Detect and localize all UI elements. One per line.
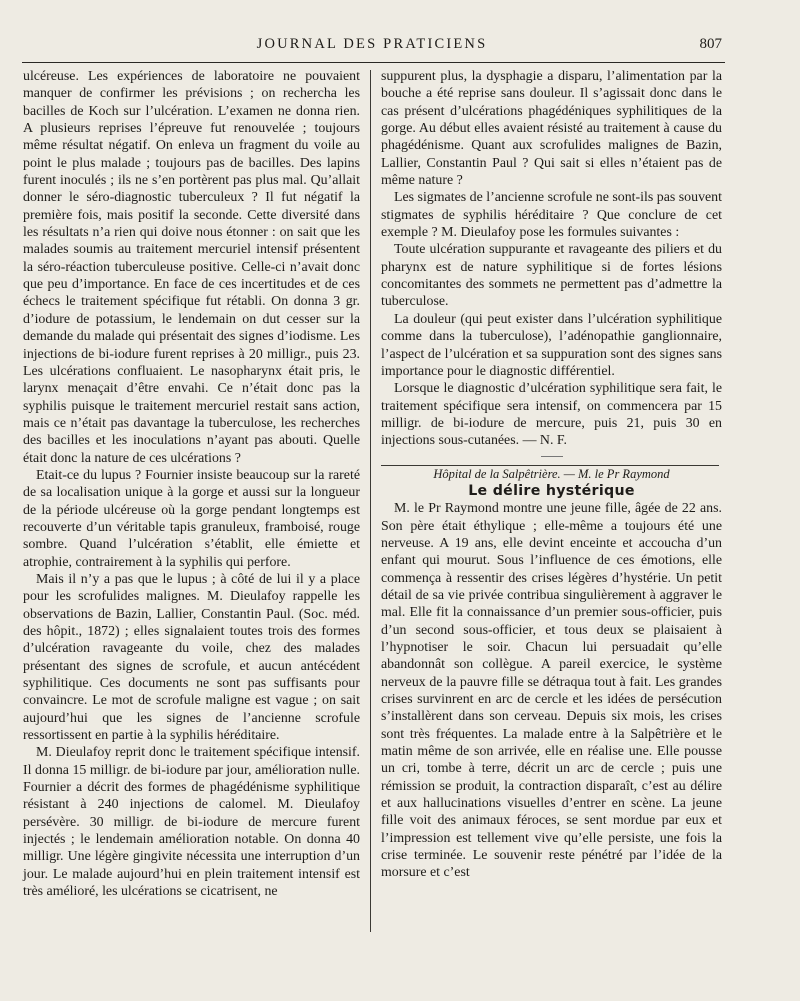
paragraph: suppurent plus, la dysphagie a disparu, l’alimentation par la bouche a été reprise sans douleur. Il s’agissait donc dans le cas présent d’ulcérations phagédéniques syphilitiques de la gorge. Au début elles avaient résisté au traitement à cause du phagédénisme. Quant aux scrofulides malignes de Bazin, Lallier, Constantin Paul ? Qui sait si elles n’étaient pas de même nature ? xyxy=(381,69,722,189)
left-column xyxy=(23,68,360,901)
column-divider xyxy=(370,70,371,932)
short-divider xyxy=(541,456,563,457)
paragraph: M. le Pr Raymond montre une jeune fille, âgée de 22 ans. Son père était éthylique ; elle-même a toujours été une nerveuse. A 19 ans, elle devint enceinte et accoucha d’un enfant qui mourut. Sous l’influence de ces émotions, elle commença à ressentir des crises légères d’hystérie. Un petit détail de sa vie privée contribua singulièrement à aggraver le mal. Elle fit la connaissance d’un premier sous-officier, puis d’un second sous-officier, et tous deux se plaisaient à l’hypnotiser le soir. Chacun lui persuadait qu’elle abandonnât son collègue. A pareil exercice, le système nerveux de la pauvre fille se détraqua tout à fait. Les grandes crises survinrent en arc de cercle et les idées de persécution s’installèrent dans son cerveau. Depuis six mois, les crises sont très fréquentes. La malade entre à la Salpêtrière et le matin même de son arrivée, elle en réalise une. Elle pousse un cri, tombe à terre, décrit un arc de cercle ; puis une rémission se produit, la contraction disparaît, c’est au délire et aux hallucinations visuelles d’entrer en scène. La jeune fille voit des animaux féroces, se sent mordue par eux et l’impression est tellement vive qu’elle persiste, une fois la crise terminée. Le souvenir reste pénétré par l’idée de la morsure et c’est xyxy=(381,501,722,881)
paragraph: Toute ulcération suppurante et ravageante des piliers et du pharynx est de nature syphilitique si de fortes lésions concomitantes des sommets ne permettent pas d’admettre la tuberculose. xyxy=(381,242,722,310)
running-header xyxy=(22,34,722,60)
page-number: 807 xyxy=(699,36,722,52)
journal-title: JOURNAL DES PRATICIENS xyxy=(256,36,488,52)
section-title: Le délire hystérique xyxy=(468,482,635,499)
right-column xyxy=(381,68,722,882)
venue-line: Hôpital de la Salpêtrière. — M. le Pr Raymond xyxy=(433,466,670,481)
paragraph: Etait-ce du lupus ? Fournier insiste beaucoup sur la rareté de sa localisation unique à la gorge et aussi sur la longueur de la période ulcéreuse où la gorge pendant longtemps est recouverte d’un véritable tapis granuleux, framboisé, rouge sombre. Quand l’ulcération s’établit, elle émiette et atrophie, contrairement à la syphilis qui perfore. xyxy=(23,467,360,570)
paragraph: Mais il n’y a pas que le lupus ; à côté de lui il y a place pour les scrofulides malignes. M. Dieulafoy rappelle les observations de Bazin, Lallier, Constantin Paul. (Soc. méd. des hôpit., 1872) ; elles signalaient toutes trois des formes d’ulcération ravageante du voile, chez des malades présentant des signes de scrofule, et aucun antécédent syphilitique. Ces documents ne sont pas suffisants pour convaincre. Le mot de scrofule maligne est vague ; on sait aujourd’hui que les signes de l’ancienne scrofule ressortissent en partie à la syphilis héréditaire. xyxy=(23,571,360,744)
paragraph: ulcéreuse. Les expériences de laboratoire ne pouvaient manquer de confirmer les prévisions ; on rechercha les bacilles de Koch sur l’ulcération. L’examen ne donna rien. A plusieurs reprises l’épreuve fut renouvelée ; toujours même résultat négatif. On enleva un fragment du voile au point le plus malade ; toujours pas de bacilles. Des lapins furent inoculés ; ils ne s’en portèrent pas plus mal. Qu’allait donner le séro-diagnostic tuberculeux ? Il fut négatif la première fois, mais positif la seconde. Cette diversité dans les résultats n’a rien qui doive nous étonner : on sait que les malades soumis au traitement mercuriel intensif présentent la séro-réaction tuberculeuse positive. Celle-ci n’avait donc que peu d’importance. En face de ces incertitudes et de ces échecs le traitement spécifique fut rétabli. On donna 3 gr. d’iodure de potassium, le lendemain on dut cesser sur la demande du malade qui présentait des signes d’iodisme. Les injections de bi-iodure furent reprises à 20 milligr., puis 23. Les ulcérations confluaient. Le nasopharynx était pris, le larynx menaçait d’être envahi. Ce n’était donc pas la syphilis puisque le traitement mercuriel restait sans action, mais ce n’était pas davantage la tuberculose, les recherches des bacilles et les inoculations n’ayant pas abouti. Quelle était donc la nature de ces ulcérations ? xyxy=(23,69,360,466)
header-rule xyxy=(22,62,725,63)
paragraph: Les sigmates de l’ancienne scrofule ne sont-ils pas souvent stigmates de syphilis héréditaire ? Que conclure de cet exemple ? M. Dieulafoy pose les formules suivantes : xyxy=(381,190,722,241)
paragraph: Lorsque le diagnostic d’ulcération syphilitique sera fait, le traitement spécifique sera intensif, on commencera par 15 milligr. de bi-iodure de mercure, puis 21, puis 30 en injections sous-cutanées. — N. F. xyxy=(381,381,722,449)
paragraph: M. Dieulafoy reprit donc le traitement spécifique intensif. Il donna 15 milligr. de bi-iodure par jour, amélioration nulle. Fournier a décrit des formes de phagédénisme syphilitique résistant à 240 injections de calomel. M. Dieulafoy persévère. 30 milligr. de bi-iodure de mercure furent injectés ; le lendemain amélioration notable. On donna 40 milligr. Une légère gingivite nécessita une interruption d’un jour. Le malade aujourd’hui en plein traitement intensif est très amélioré, les ulcérations se cicatrisent, ne xyxy=(23,745,360,900)
paragraph: La douleur (qui peut exister dans l’ulcération syphilitique comme dans la tuberculose), l’adénopathie ganglionnaire, l’aspect de l’ulcération et sa suppuration sont des signes sans importance pour le diagnostic différentiel. xyxy=(381,311,722,379)
